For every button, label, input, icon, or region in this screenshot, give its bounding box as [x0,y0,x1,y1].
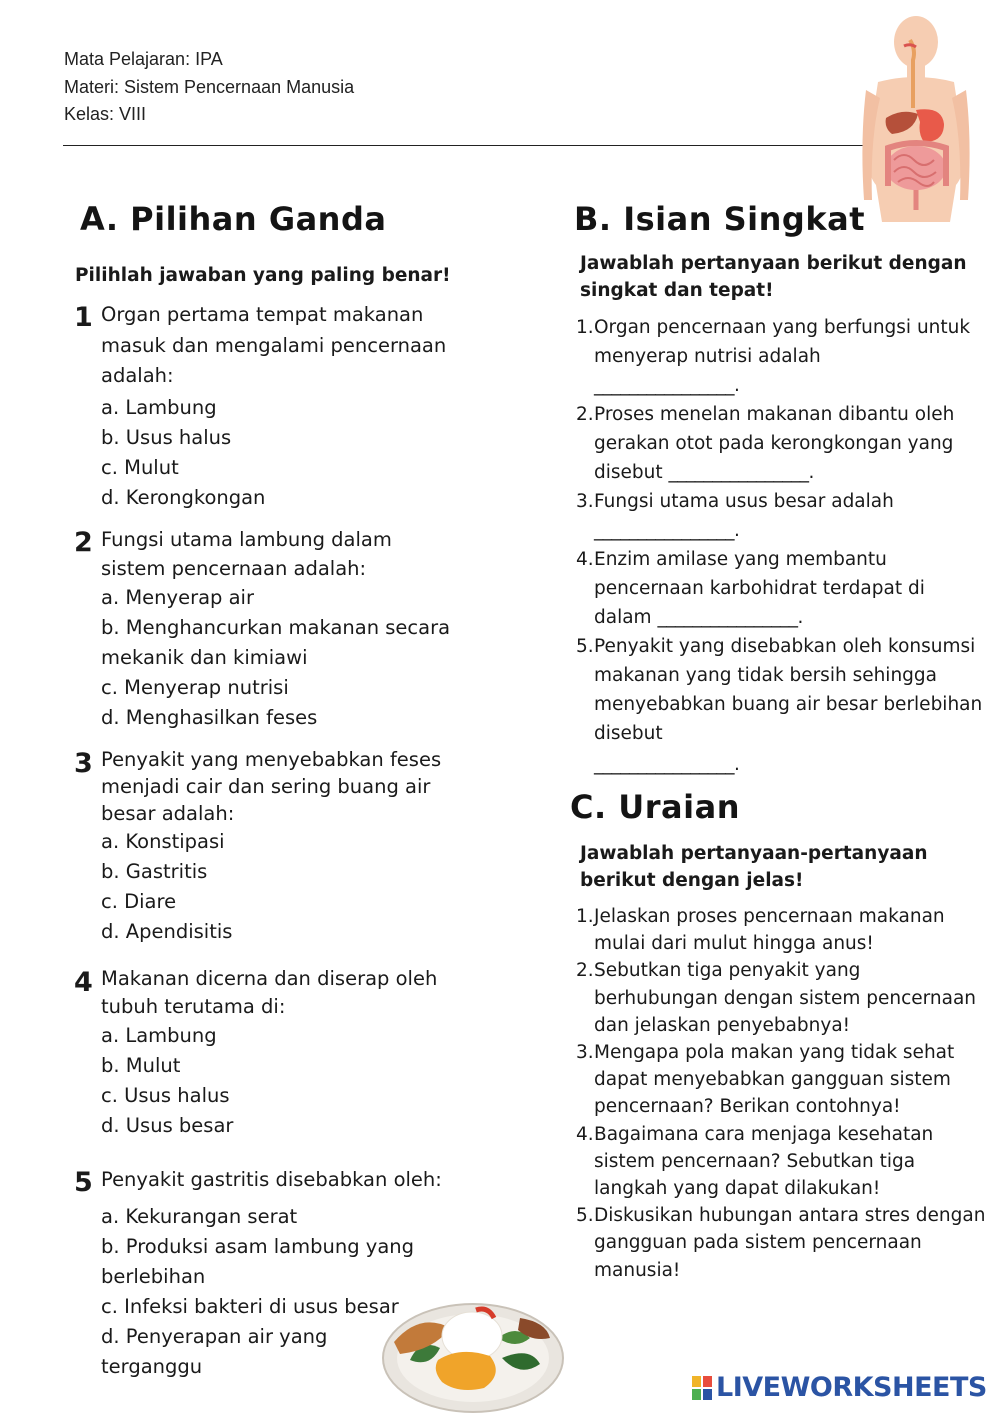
item-number: 3. [576,491,594,512]
item-text: Penyakit yang disebabkan oleh konsumsi makanan yang tidak bersih sehingga menyebabkan buang air besar berlebihan disebut [594,636,983,744]
short-answer-item-5 [576,632,986,779]
answer-blank[interactable]: ________________. [594,754,740,775]
option-a[interactable]: a. Kekurangan serat [101,1205,298,1228]
option-a[interactable]: a. Lambung [101,395,217,419]
item-text: Bagaimana cara menjaga kesehatan sistem pencernaan? Sebutkan tiga langkah yang dapat dilakukan! [594,1123,934,1200]
mcq-question-1 [74,300,494,513]
item-number: 2. [576,404,594,425]
essay-item-1 [576,903,986,957]
item-text: Diskusikan hubungan antara stres dengan gangguan pada sistem pencernaan manusia! [594,1205,986,1281]
question-number: 4 [74,967,93,998]
question-number: 1 [74,302,93,333]
essay-item-4 [576,1121,986,1203]
digestive-system-illustration-icon [858,10,974,229]
option-b[interactable]: b. Menghancurkan makanan secara mekanik dan kimiawi [101,616,451,669]
question-text: Penyakit yang menyebabkan feses menjadi cair dan sering buang air besar adalah: [101,748,442,825]
option-d[interactable]: d. Kerongkongan [101,485,266,509]
section-c-title: C. Uraian [570,788,740,826]
section-a-instruction: Pilihlah jawaban yang paling benar! [75,265,451,286]
item-number: 5. [576,636,594,657]
option-c[interactable]: c. Menyerap nutrisi [101,676,289,699]
question-text: Penyakit gastritis disebabkan oleh: [101,1168,442,1191]
mcq-question-3 [74,746,494,947]
option-a[interactable]: a. Menyerap air [101,586,254,609]
food-plate-illustration-icon [380,1298,566,1418]
item-number: 4. [576,1123,594,1145]
option-c[interactable]: c. Usus halus [101,1084,230,1107]
section-c-instruction: Jawablah pertanyaan-pertanyaan berikut dengan jelas! [580,843,928,891]
option-c[interactable]: c. Infeksi bakteri di usus besar [101,1295,399,1318]
item-text: Fungsi utama usus besar adalah [594,491,894,512]
item-number: 4. [576,549,594,570]
item-text: Sebutkan tiga penyakit yang berhubungan dengan sistem pencernaan dan jelaskan penyebabnya! [594,960,977,1036]
worksheet-meta [64,46,354,129]
option-c[interactable]: c. Diare [101,890,177,913]
answer-blank[interactable]: ________________. [668,462,814,483]
item-text: Organ pencernaan yang berfungsi untuk menyerap nutrisi adalah [594,317,971,367]
option-a[interactable]: a. Lambung [101,1024,217,1047]
essay-item-3 [576,1039,986,1121]
short-answer-list [576,313,986,779]
question-number: 2 [74,527,93,558]
answer-blank[interactable]: ________________. [657,607,803,628]
option-b[interactable]: b. Mulut [101,1054,181,1077]
short-answer-item-4 [576,545,986,632]
item-text: Enzim amilase yang membantu pencernaan karbohidrat terdapat di dalam [594,549,925,628]
section-b-instruction: Jawablah pertanyaan berikut dengan singkat dan tepat! [580,253,967,301]
item-number: 5. [576,1205,594,1227]
liveworksheets-brand-text: LIVEWORKSHEETS [716,1372,987,1403]
item-number: 3. [576,1042,594,1064]
option-b[interactable]: b. Produksi asam lambung yang berlebihan [101,1235,415,1288]
mcq-question-2 [74,525,494,733]
option-d[interactable]: d. Apendisitis [101,920,233,943]
option-d[interactable]: d. Usus besar [101,1114,234,1137]
question-number: 3 [74,748,93,779]
answer-blank[interactable]: ________________. [594,375,740,396]
mcq-question-4 [74,965,494,1141]
header-divider [63,145,885,146]
question-text: Makanan dicerna dan diserap oleh tubuh terutama di: [101,967,438,1018]
item-text: Mengapa pola makan yang tidak sehat dapat menyebabkan gangguan sistem pencernaan? Berikan contohnya! [594,1042,955,1118]
item-text: Jelaskan proses pencernaan makanan mulai dari mulut hingga anus! [594,906,945,955]
option-d[interactable]: d. Penyerapan air yang terganggu [101,1325,328,1378]
option-d[interactable]: d. Menghasilkan feses [101,706,318,729]
question-number: 5 [74,1167,93,1198]
question-text: Fungsi utama lambung dalam sistem pencernaan adalah: [101,528,392,580]
essay-item-5 [576,1202,986,1284]
short-answer-item-2 [576,400,986,487]
question-text: Organ pertama tempat makanan masuk dan mengalami pencernaan adalah: [101,303,447,387]
item-number: 1. [576,317,594,338]
topic-line: Materi: Sistem Pencernaan Manusia [64,76,355,97]
section-b-title: B. Isian Singkat [574,200,865,238]
option-b[interactable]: b. Usus halus [101,425,232,449]
item-number: 1. [576,906,594,927]
short-answer-item-1 [576,313,986,400]
liveworksheets-mark-icon [692,1376,712,1400]
item-number: 2. [576,960,594,982]
answer-blank[interactable]: ________________. [594,520,740,541]
essay-item-2 [576,957,986,1039]
item-text: Proses menelan makanan dibantu oleh gerakan otot pada kerongkongan yang disebut [594,404,955,483]
essay-list [576,903,986,1284]
liveworksheets-logo[interactable] [692,1372,987,1403]
class-line: Kelas: VIII [64,104,147,124]
option-c[interactable]: c. Mulut [101,455,179,479]
option-b[interactable]: b. Gastritis [101,860,208,883]
section-a-title: A. Pilihan Ganda [80,200,387,238]
option-a[interactable]: a. Konstipasi [101,830,225,853]
short-answer-item-3 [576,487,986,545]
subject-line: Mata Pelajaran: IPA [64,49,223,69]
